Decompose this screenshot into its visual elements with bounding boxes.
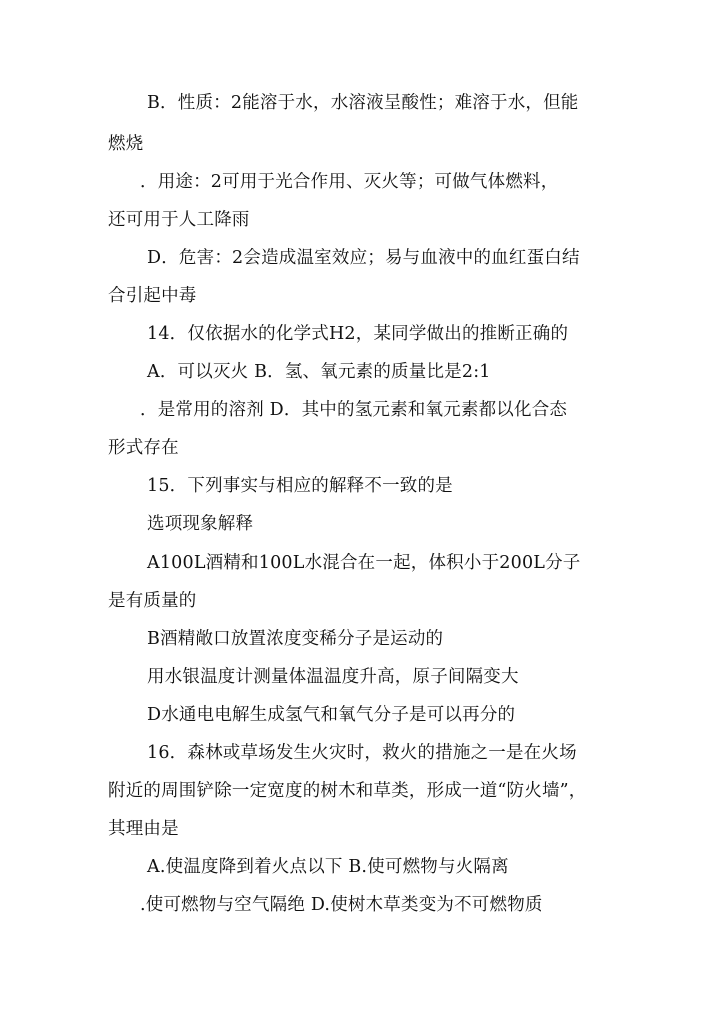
text-line: D水通电电解生成氢气和氧气分子是可以再分的	[147, 705, 516, 725]
question-15: 15．下列事实与相应的解释不一致的是	[147, 476, 453, 496]
text-line: 燃烧	[108, 134, 144, 154]
text-line: 其理由是	[108, 819, 179, 839]
text-line: ．是常用的溶剂 D．其中的氢元素和氧元素都以化合态	[140, 400, 568, 420]
text-line: 用水银温度计测量体温温度升高，原子间隔变大	[147, 667, 519, 687]
text-line: 合引起中毒	[108, 286, 197, 306]
text-line: 是有质量的	[108, 591, 197, 611]
text-line: ．用途：2可用于光合作用、灭火等；可做气体燃料，	[140, 172, 559, 192]
question-14: 14．仅依据水的化学式H2，某同学做出的推断正确的	[147, 324, 569, 344]
text-line: 选项现象解释	[147, 514, 254, 534]
text-line: 附近的周围铲除一定宽度的树木和草类，形成一道“防火墙”，	[108, 781, 587, 801]
text-line: D．危害：2会造成温室效应；易与血液中的血红蛋白结	[147, 248, 580, 268]
text-line: B．性质：2能溶于水，水溶液呈酸性；难溶于水，但能	[147, 93, 579, 113]
text-line: 还可用于人工降雨	[108, 210, 250, 230]
text-line: A100L酒精和100L水混合在一起，体积小于200L分子	[147, 553, 581, 573]
text-line: .使可燃物与空气隔绝 D.使树木草类变为不可燃物质	[140, 895, 543, 915]
text-line: B酒精敞口放置浓度变稀分子是运动的	[147, 629, 444, 649]
text-line: A．可以灭火 B．氢、氧元素的质量比是2:1	[147, 362, 491, 382]
text-line: 形式存在	[108, 438, 179, 458]
text-line: A.使温度降到着火点以下 B.使可燃物与火隔离	[147, 857, 509, 877]
question-16: 16．森林或草场发生火灾时，救火的措施之一是在火场	[147, 743, 577, 763]
